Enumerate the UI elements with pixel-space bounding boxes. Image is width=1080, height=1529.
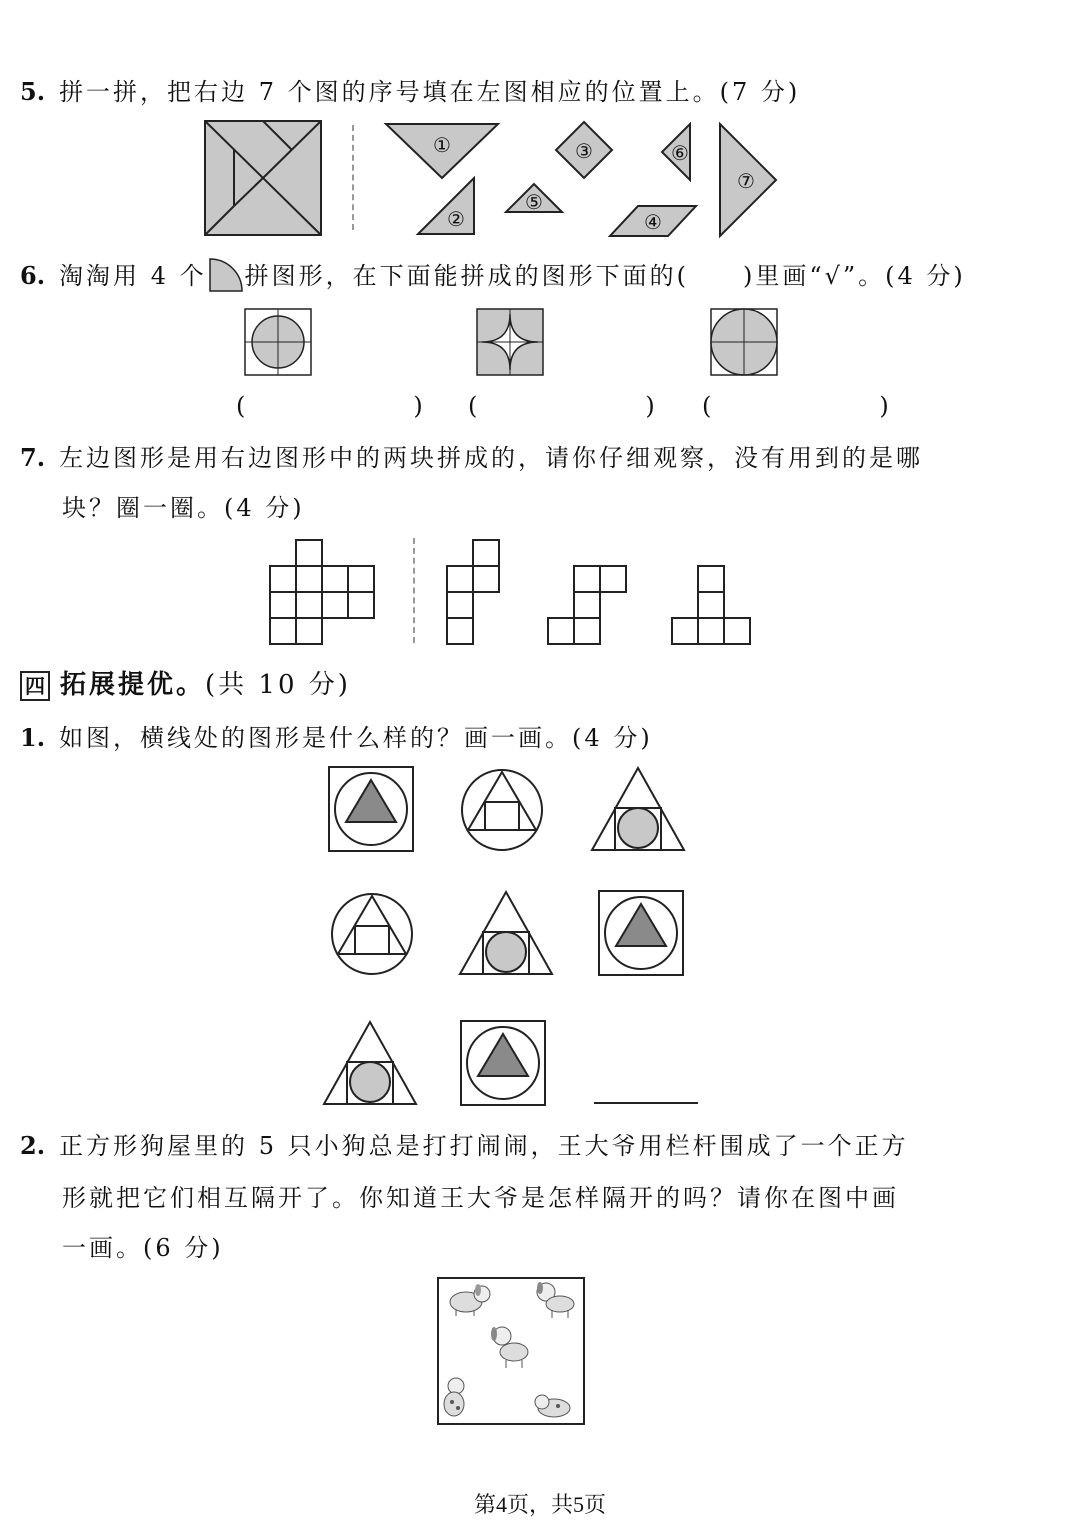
section-4-heading: 四 拓展提优。(共 10 分) [20, 664, 351, 701]
svg-text:①: ① [433, 133, 451, 157]
pattern-sq-circ-tri-1 [328, 766, 414, 852]
s4q1-prompt: 1. 如图，横线处的图形是什么样的？画一画。(4 分) [20, 723, 653, 752]
svg-text:⑤: ⑤ [525, 190, 543, 214]
q7-prompt-line1: 7. 左边图形是用右边图形中的两块拼成的，请你仔细观察，没有用到的是哪 [20, 443, 924, 472]
pattern-sq-circ-tri-3 [460, 1020, 546, 1106]
pattern-tri-sq-circ-2 [458, 890, 554, 976]
q5-prompt: 5. 拼一拼，把右边 7 个图的序号填在左图相应的位置上。(7 分) [20, 77, 801, 106]
answer-blank-line[interactable] [594, 1102, 698, 1104]
quarter-circle-icon [209, 258, 243, 292]
q7-piece-a[interactable] [445, 538, 503, 648]
divider-q5 [352, 125, 354, 230]
q7-piece-c[interactable] [670, 564, 754, 648]
q6-answer-a[interactable]: ( ) [236, 392, 463, 420]
svg-text:②: ② [447, 207, 465, 231]
pattern-tri-sq-circ-1 [590, 766, 686, 852]
q7-prompt-line2: 块？圈一圈。(4 分) [62, 494, 305, 522]
tangram-pieces [380, 118, 800, 240]
pattern-sq-circ-tri-2 [598, 890, 684, 976]
pattern-tri-sq-circ-3 [322, 1020, 418, 1106]
section-number: 四 [20, 671, 50, 701]
svg-text:④: ④ [644, 210, 662, 234]
divider-q7 [413, 538, 415, 643]
q7-composite-shape [268, 538, 378, 648]
q6-option-c [710, 308, 778, 376]
svg-text:③: ③ [575, 139, 593, 163]
svg-text:⑥: ⑥ [671, 141, 689, 165]
q7-piece-b[interactable] [546, 564, 630, 648]
page-footer: 第4页，共5页 [473, 1492, 606, 1517]
q6-answer-b[interactable]: ( ) [468, 392, 695, 420]
tangram-square[interactable] [204, 120, 322, 236]
pattern-circ-tri-sq-1 [460, 768, 544, 852]
q6-option-b [476, 308, 544, 376]
piece-2 [418, 178, 474, 234]
s4q2-prompt-line1: 2. 正方形狗屋里的 5 只小狗总是打打闹闹，王大爷用栏杆围成了一个正方 [20, 1131, 909, 1160]
dog-house-square[interactable] [436, 1276, 586, 1426]
pattern-circ-tri-sq-2 [330, 892, 414, 976]
q6-prompt: 6. 淘淘用 4 个 拼图形，在下面能拼成的图形下面的( )里画“√”。(4 分) [20, 256, 966, 292]
s4q2-prompt-line2: 形就把它们相互隔开了。你知道王大爷是怎样隔开的吗？请你在图中画 [62, 1184, 899, 1212]
q6-answer-c[interactable]: ( ) [702, 392, 929, 420]
s4q2-prompt-line3: 一画。(6 分) [62, 1234, 224, 1262]
q6-option-a [244, 308, 312, 376]
svg-text:⑦: ⑦ [737, 169, 755, 193]
